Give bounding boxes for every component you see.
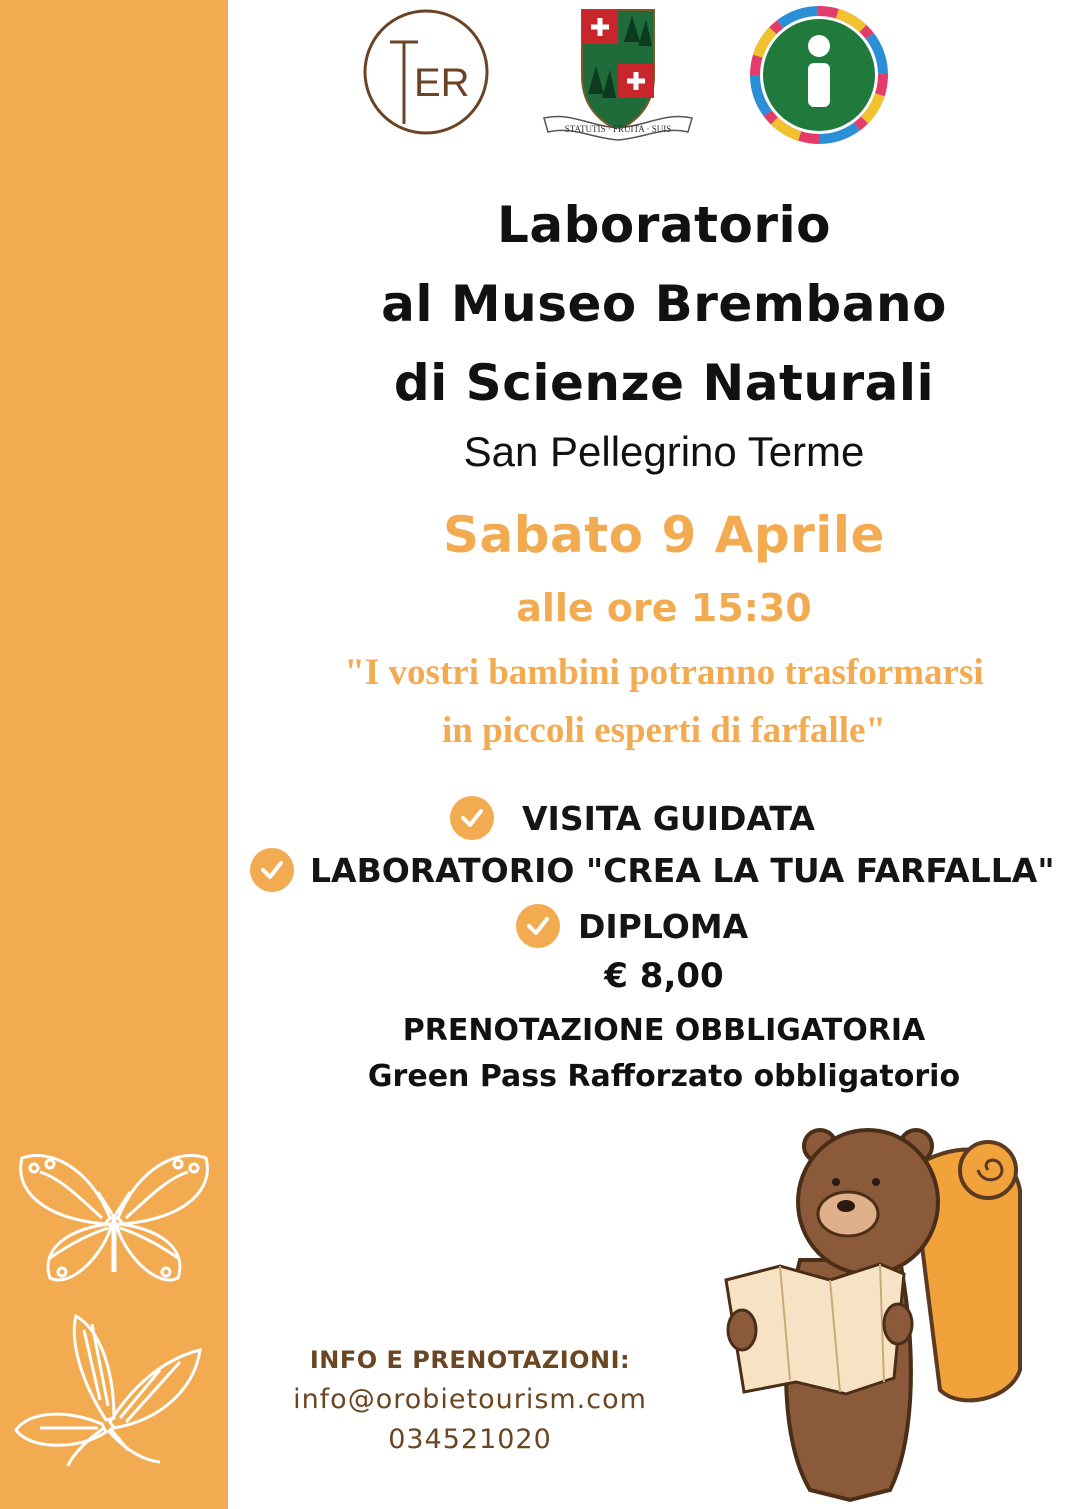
title-line-3: di Scienze Naturali: [393, 354, 935, 412]
feature-item: [516, 900, 748, 952]
sidebar-stripe: [0, 0, 228, 1509]
contact-title: INFO E PRENOTAZIONI:: [309, 1346, 631, 1374]
butterfly-icon: [10, 1148, 215, 1288]
booking-note: PRENOTAZIONE OBBLIGATORIA: [402, 1013, 926, 1048]
check-icon: [250, 848, 294, 892]
greenpass-note: Green Pass Rafforzato obbligatorio: [367, 1059, 961, 1094]
price: € 8,00: [604, 956, 724, 996]
info-icon: [750, 6, 888, 144]
ter-logo-text: ER: [414, 61, 470, 105]
event-date: Sabato 9 Aprile: [443, 506, 885, 564]
event-quote: [244, 644, 1080, 760]
location-subtitle: San Pellegrino Terme: [463, 428, 865, 475]
bear-hiker-illustration: [720, 1110, 1050, 1509]
coat-of-arms-icon: [540, 6, 696, 142]
event-time: alle ore 15:30: [516, 586, 812, 630]
quote-line-1: "I vostri bambini potranno trasformarsi: [344, 652, 984, 693]
feature-item: [250, 844, 1055, 896]
feature-label: LABORATORIO "CREA LA TUA FARFALLA": [310, 850, 1055, 890]
ter-logo-icon: [360, 6, 492, 138]
feature-label: VISITA GUIDATA: [522, 798, 815, 838]
check-icon: [516, 904, 560, 948]
title-line-1: Laboratorio: [496, 196, 832, 254]
contact-phone[interactable]: 034521020: [388, 1424, 552, 1455]
check-icon: [450, 796, 494, 840]
feature-label: DIPLOMA: [578, 906, 749, 946]
quote-line-2: in piccoli esperti di farfalle": [442, 710, 886, 751]
butterfly-icon: [10, 1310, 210, 1470]
feature-item: [450, 792, 815, 844]
contact-email[interactable]: info@orobietourism.com: [293, 1384, 647, 1415]
title-line-2: al Museo Brembano: [381, 275, 947, 333]
event-title: [248, 186, 1080, 423]
contact-info: [270, 1340, 670, 1460]
crest-motto: STATUTIS · FRUITA · SUIS: [564, 124, 672, 134]
